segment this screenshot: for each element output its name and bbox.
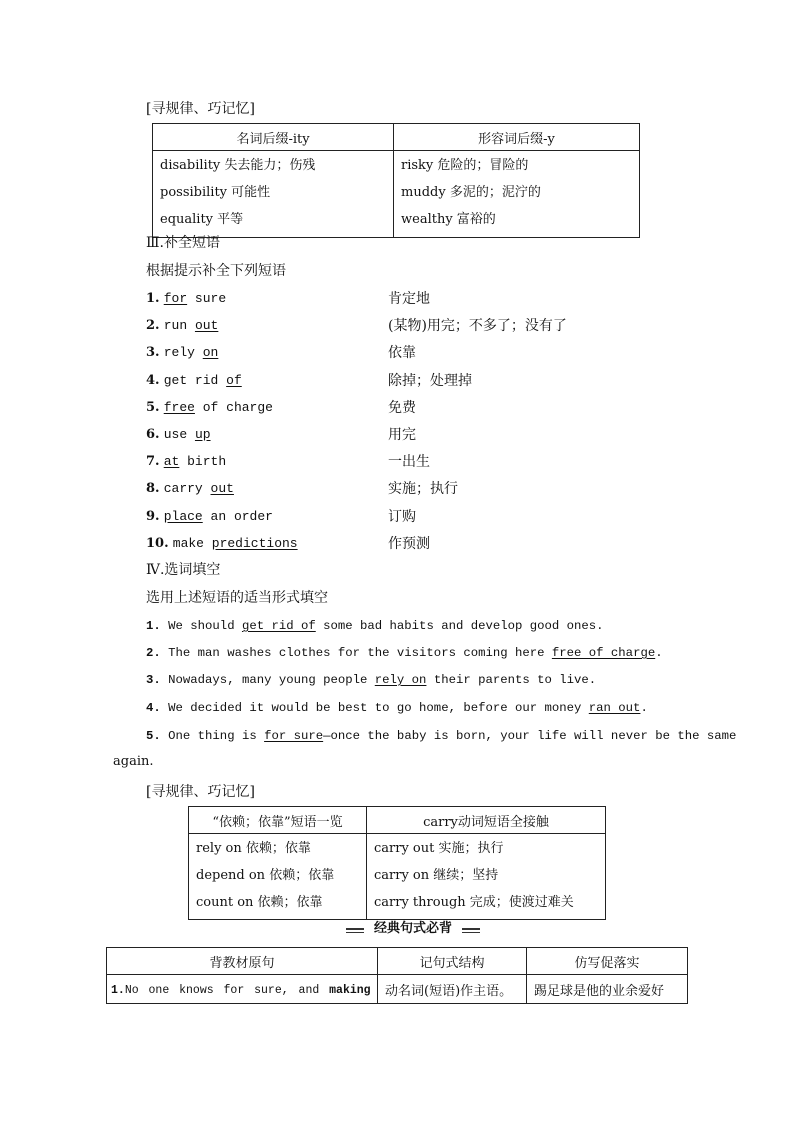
sentence-answer: rely on xyxy=(374,673,427,687)
phrase-meaning: 除掉；处理掉 xyxy=(388,373,472,389)
phrase-number: 9. xyxy=(146,509,160,524)
memo-title-1: [寻规律、巧记忆] xyxy=(146,101,255,117)
phrase-item xyxy=(146,481,234,497)
phrase-pre: rely xyxy=(163,345,203,360)
sentence-answer: for sure xyxy=(264,729,324,743)
phrase-pre: use xyxy=(163,427,195,442)
phrase-pre: get rid xyxy=(163,373,227,388)
phrase-meaning: 实施；执行 xyxy=(388,481,458,497)
rely-item: count on 依赖；依靠 xyxy=(196,895,323,910)
carry-item: carry through 完成；使渡过难关 xyxy=(374,895,574,910)
phrase-answer: on xyxy=(202,345,219,360)
phrase-meaning: (某物)用完；不多了；没有了 xyxy=(388,318,567,334)
section-4-title: Ⅳ.选词填空 xyxy=(146,562,221,578)
sentence-answer: free of charge xyxy=(551,646,656,660)
sentence-answer: get rid of xyxy=(241,619,316,633)
phrase-meaning: 肯定地 xyxy=(388,291,430,307)
sentence-pre: The man washes clothes for the visitors coming here xyxy=(168,646,552,660)
phrase-number: 5. xyxy=(146,400,160,415)
original-sentence-cell xyxy=(107,975,378,1004)
suffix-ity-item: disability 失去能力；伤残 xyxy=(160,158,316,173)
rely-cell xyxy=(189,834,367,920)
phrase-answer: of xyxy=(226,373,242,388)
phrase-answer: place xyxy=(163,509,203,524)
phrase-number: 7. xyxy=(146,454,160,469)
phrase-meaning: 依靠 xyxy=(388,345,416,361)
phrase-meaning: 作预测 xyxy=(388,536,430,552)
sentence-post: —once the baby is born, your life will never be the same xyxy=(323,729,737,743)
phrase-item xyxy=(146,509,273,525)
rely-item: rely on 依赖；依靠 xyxy=(196,841,311,856)
section-banner xyxy=(346,921,480,937)
phrase-answer: free xyxy=(163,400,195,415)
structure-cell: 动名词(短语)作主语。 xyxy=(378,975,527,1004)
suffix-ity-item: possibility 可能性 xyxy=(160,185,271,200)
phrase-post: an order xyxy=(202,509,273,524)
suffix-y-cell xyxy=(394,151,640,238)
phrase-item xyxy=(146,318,218,334)
rely-item: depend on 依赖；依靠 xyxy=(196,868,335,883)
suffix-y-item: wealthy 富裕的 xyxy=(401,212,496,227)
phrase-answer: at xyxy=(163,454,180,469)
sentence-number: 2. xyxy=(146,646,161,660)
phrase-item xyxy=(146,454,226,470)
phrase-memo-table xyxy=(188,806,606,920)
imitation-header: 仿写促落实 xyxy=(527,948,688,975)
carry-item: carry on 继续；坚持 xyxy=(374,868,499,883)
phrase-number: 4. xyxy=(146,373,160,388)
phrase-number: 3. xyxy=(146,345,160,360)
sentence-post: . xyxy=(640,701,648,715)
sentence-post: some bad habits and develop good ones. xyxy=(315,619,604,633)
phrase-pre: make xyxy=(172,536,212,551)
phrase-post: birth xyxy=(179,454,227,469)
phrase-meaning: 用完 xyxy=(388,427,416,443)
original-sentence-header: 背教材原句 xyxy=(107,948,378,975)
phrase-number: 1. xyxy=(146,291,160,306)
section-3-instruction: 根据提示补全下列短语 xyxy=(146,263,286,279)
sentence-post: their parents to live. xyxy=(426,673,597,687)
phrase-number: 8. xyxy=(146,481,160,496)
suffix-table xyxy=(152,123,640,238)
phrase-item xyxy=(146,400,273,416)
phrase-post: sure xyxy=(187,291,227,306)
phrase-item xyxy=(146,291,226,307)
suffix-ity-cell xyxy=(153,151,394,238)
phrase-answer: up xyxy=(194,427,211,442)
sentence-pattern-table xyxy=(106,947,688,1004)
phrase-answer: out xyxy=(194,318,219,333)
carry-item: carry out 实施；执行 xyxy=(374,841,504,856)
phrase-number: 2. xyxy=(146,318,160,333)
phrase-number: 10. xyxy=(146,536,169,551)
phrase-meaning: 一出生 xyxy=(388,454,430,470)
fill-sentence xyxy=(146,700,648,716)
sentence-number: 4. xyxy=(146,701,161,715)
phrase-pre: run xyxy=(163,318,195,333)
fill-sentence xyxy=(146,672,596,688)
sentence-number: 3. xyxy=(146,673,161,687)
fill-sentence xyxy=(146,728,736,744)
sentence-post: . xyxy=(655,646,663,660)
carry-header: carry动词短语全接触 xyxy=(367,807,606,834)
suffix-header-right: 形容词后缀-y xyxy=(394,124,640,151)
section-3-title: Ⅲ.补全短语 xyxy=(146,235,220,251)
fill-sentence xyxy=(146,618,604,634)
suffix-y-item: risky 危险的；冒险的 xyxy=(401,158,529,173)
sentence-continuation: again. xyxy=(113,754,154,769)
fill-sentence xyxy=(146,645,663,661)
phrase-answer: predictions xyxy=(211,536,298,551)
sentence-number: 1. xyxy=(146,619,161,633)
sentence-number: 5. xyxy=(146,729,161,743)
sentence-pre: We should xyxy=(168,619,242,633)
phrase-pre: carry xyxy=(163,481,211,496)
original-sentence-text: No one knows for sure, and xyxy=(124,983,330,997)
suffix-ity-item: equality 平等 xyxy=(160,212,244,227)
phrase-item xyxy=(146,373,242,389)
original-sentence-bold: making xyxy=(329,983,371,997)
carry-cell xyxy=(367,834,606,920)
suffix-y-item: muddy 多泥的；泥泞的 xyxy=(401,185,541,200)
sentence-pre: One thing is xyxy=(168,729,265,743)
sentence-pre: We decided it would be best to go home, before our money xyxy=(168,701,589,715)
sentence-pre: Nowadays, many young people xyxy=(168,673,375,687)
phrase-meaning: 免费 xyxy=(388,400,416,416)
phrase-item xyxy=(146,536,298,552)
phrase-answer: for xyxy=(163,291,188,306)
phrase-item xyxy=(146,427,211,443)
structure-header: 记句式结构 xyxy=(378,948,527,975)
phrase-answer: out xyxy=(210,481,234,496)
banner-label: 经典句式必背 xyxy=(364,921,462,937)
phrase-item xyxy=(146,345,218,361)
sentence-answer: ran out xyxy=(588,701,641,715)
imitation-cell: 踢足球是他的业余爱好 xyxy=(527,975,688,1004)
row-number: 1. xyxy=(111,983,125,997)
rely-header: “依赖；依靠”短语一览 xyxy=(189,807,367,834)
section-4-instruction: 选用上述短语的适当形式填空 xyxy=(146,590,328,606)
memo-title-2: [寻规律、巧记忆] xyxy=(146,784,255,800)
phrase-number: 6. xyxy=(146,427,160,442)
suffix-header-left: 名词后缀-ity xyxy=(153,124,394,151)
phrase-post: of charge xyxy=(194,400,273,415)
phrase-meaning: 订购 xyxy=(388,509,416,525)
